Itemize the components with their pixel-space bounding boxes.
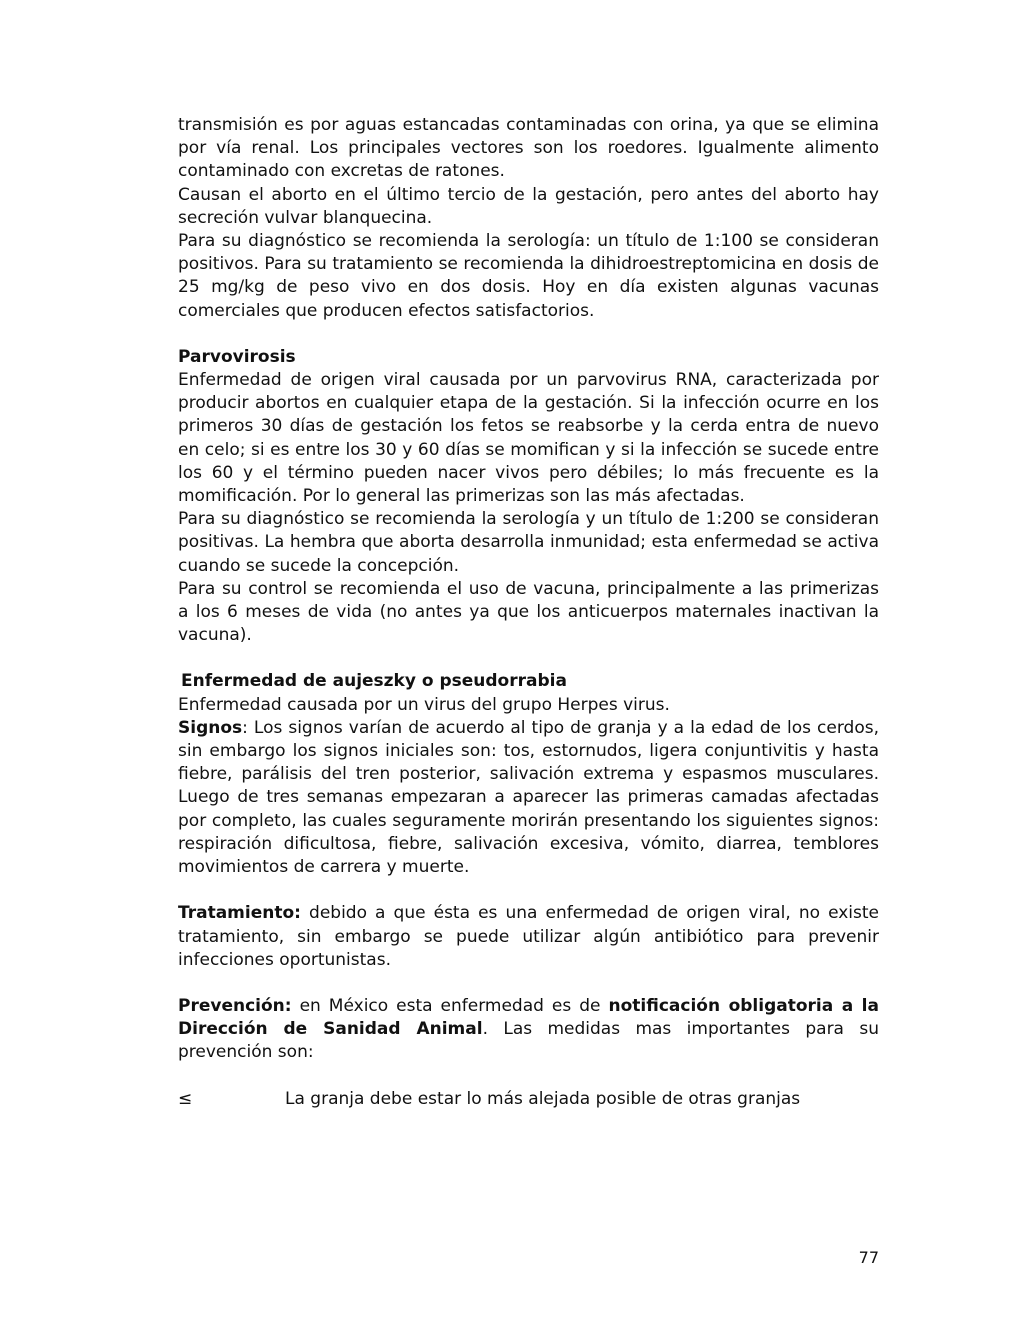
prevencion-text: . Las medidas mas importantes para su prevención son: [178, 1019, 879, 1063]
paragraph: transmisión es por aguas estancadas contaminadas con orina, ya que se elimina por vía renal. Los principales vectores son los roedores. Igualmente alimento contaminado con excretas de ratones. [178, 115, 879, 182]
paragraph: Enfermedad causada por un virus del grupo Herpes virus. [178, 694, 670, 715]
prevencion-label: Prevención: [178, 995, 292, 1016]
paragraph-tratamiento [178, 902, 879, 972]
paragraph-prevencion [178, 995, 879, 1065]
paragraph: Enfermedad de origen viral causada por un parvovirus RNA, caracterizada por producir abortos en cualquier etapa de la gestación. Si la infección ocurre en los primeros 30 días de gestación los fetos se reabsorbe y la cerda entra de nuevo en celo; si es entre los 30 y 60 días se momifican y si la infección se sucede entre los 60 y el término pueden nacer vivos pero débiles; lo más frecuente es la momificación. Por lo general las primerizas son las más afectadas. [178, 370, 879, 507]
tratamiento-label: Tratamiento: [178, 903, 301, 924]
paragraph-gap [178, 879, 879, 902]
list-item [178, 1088, 879, 1111]
paragraph: Para su diagnóstico se recomienda la serología y un título de 1:200 se consideran positivas. La hembra que aborta desarrolla inmunidad; esta enfermedad se activa cuando se sucede la concepción. [178, 509, 879, 576]
paragraph-gap [178, 972, 879, 995]
paragraph-signos [178, 717, 879, 879]
section-heading-aujeszky: Enfermedad de aujeszky o pseudorrabia [181, 671, 567, 692]
paragraph-gap [178, 323, 879, 346]
paragraph-gap [178, 1065, 879, 1088]
paragraph: Para su control se recomienda el uso de vacuna, principalmente a las primerizas a los 6 meses de vida (no antes ya que los anticuerpos maternales inactivan la vacuna). [178, 578, 879, 646]
prevencion-text: en México esta enfermedad es de [291, 995, 609, 1016]
paragraph-gap [178, 647, 879, 670]
prevencion-bold-text: notificación obligatoria a la Dirección de Sanidad Animal [178, 995, 879, 1040]
section-heading-parvovirosis: Parvovirosis [178, 346, 296, 367]
tratamiento-text: debido a que ésta es una enfermedad de origen viral, no existe tratamiento, sin embargo se puede utilizar algún antibiótico para prevenir infecciones oportunistas. [178, 903, 879, 970]
signos-label: Signos [178, 717, 243, 738]
list-item-text: La granja debe estar lo más alejada posible de otras granjas [285, 1088, 801, 1109]
paragraph: Para su diagnóstico se recomienda la serología: un título de 1:100 se consideran positivos. Para su tratamiento se recomienda la dihidroestreptomicina en dosis de 25 mg/kg de peso vivo en dos dosis. Hoy en día existen algunas vacunas comerciales que producen efectos satisfactorios. [178, 231, 879, 321]
bullet-symbol: ≤ [178, 1088, 193, 1109]
paragraph: Causan el aborto en el último tercio de la gestación, pero antes del aborto hay secreción vulvar blanquecina. [178, 184, 879, 228]
page-number: 77 [858, 1248, 879, 1267]
document-page [178, 114, 879, 1111]
signos-text: : Los signos varían de acuerdo al tipo de granja y a la edad de los cerdos, sin embargo los signos iniciales son: tos, estornudos, ligera conjuntivitis y hasta fiebre, parálisis del tren posterior, salivación extrema y espasmos musculares. Luego de tres semanas empezaran a aparecer las primeras camadas afectadas por completo, las cuales seguramente morirán presentando los siguientes signos: respiración dificultosa, fiebre, salivación excesiva, vómito, diarrea, temblores movimientos de carrera y muerte. [178, 717, 879, 878]
